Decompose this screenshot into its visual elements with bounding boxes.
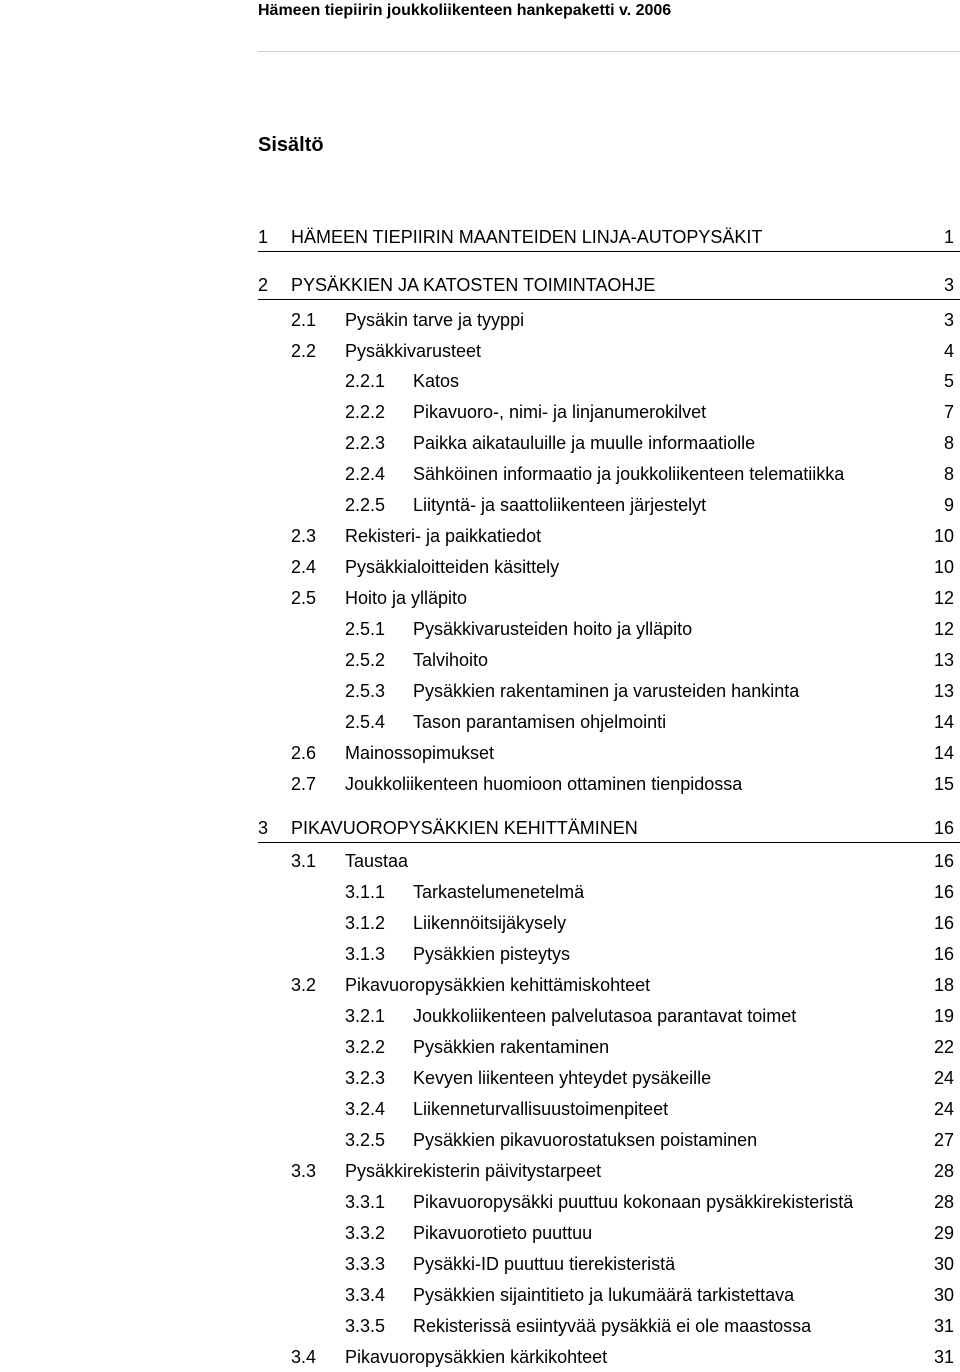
toc-entry-number: 3.3.1 [345, 1192, 386, 1212]
toc-entry-number: 3 [258, 818, 269, 838]
toc-entry-page: 5 [943, 371, 954, 391]
toc-entry[interactable] [0, 679, 960, 703]
toc-entry-page: 22 [933, 1037, 954, 1057]
toc-entry[interactable] [0, 493, 960, 517]
toc-entry-title: Liityntä- ja saattoliikenteen järjestelyt [413, 495, 707, 515]
toc-entry-title: Pikavuoropysäkki puuttuu kokonaan pysäkkirekisteristä [413, 1192, 854, 1212]
toc-entry-title: Pysäkkivarusteet [345, 341, 482, 361]
toc-entry-number: 2.2 [291, 341, 317, 361]
toc-entry[interactable] [0, 741, 960, 765]
toc-entry-title: Pysäkkien sijaintitieto ja lukumäärä tarkistettava [413, 1285, 795, 1305]
toc-entry-number: 3.2.5 [345, 1130, 386, 1150]
toc-entry-page: 16 [933, 882, 954, 902]
toc-entry-title: Rekisterissä esiintyvää pysäkkiä ei ole maastossa [413, 1316, 812, 1336]
toc-entry-page: 18 [933, 975, 954, 995]
toc-title: Sisältö [258, 134, 324, 156]
toc-entry-page: 8 [943, 433, 954, 453]
toc-entry[interactable] [0, 911, 960, 935]
toc-entry[interactable] [0, 555, 960, 579]
toc-entry-title: Taustaa [345, 851, 409, 871]
toc-entry[interactable] [0, 586, 960, 610]
toc-entry-page: 3 [943, 275, 954, 295]
toc-entry[interactable] [0, 1190, 960, 1214]
toc-entry-page: 3 [943, 310, 954, 330]
toc-entry[interactable] [0, 1221, 960, 1245]
chapter-underline [258, 251, 960, 252]
toc-entry-title: Liikennöitsijäkysely [413, 913, 567, 933]
toc-entry-number: 2.7 [291, 774, 317, 794]
toc-entry-page: 8 [943, 464, 954, 484]
toc-entry-number: 3.3.3 [345, 1254, 386, 1274]
toc-entry[interactable] [0, 225, 960, 249]
toc-entry-number: 2 [258, 275, 269, 295]
toc-entry-page: 16 [933, 944, 954, 964]
toc-entry[interactable] [0, 1097, 960, 1121]
toc-entry-page: 24 [933, 1099, 954, 1119]
toc-entry[interactable] [0, 880, 960, 904]
toc-entry-page: 4 [943, 341, 954, 361]
toc-entry-page: 31 [933, 1347, 954, 1367]
toc-entry-number: 2.5.2 [345, 650, 386, 670]
toc-entry-page: 28 [933, 1192, 954, 1212]
toc-entry-title: Sähköinen informaatio ja joukkoliikenteen telematiikka [413, 464, 845, 484]
toc-entry-title: HÄMEEN TIEPIIRIN MAANTEIDEN LINJA-AUTOPYSÄKIT [291, 227, 763, 247]
toc-entry-page: 13 [933, 650, 954, 670]
toc-entry-number: 3.1 [291, 851, 317, 871]
toc-entry-number: 2.5.3 [345, 681, 386, 701]
toc-entry-number: 3.3 [291, 1161, 317, 1181]
toc-entry-page: 9 [943, 495, 954, 515]
toc-entry-title: Mainossopimukset [345, 743, 495, 763]
toc-entry[interactable] [0, 524, 960, 548]
toc-entry-title: Katos [413, 371, 460, 391]
toc-entry-title: Kevyen liikenteen yhteydet pysäkeille [413, 1068, 712, 1088]
toc-entry-number: 2.2.3 [345, 433, 386, 453]
toc-entry-title: PYSÄKKIEN JA KATOSTEN TOIMINTAOHJE [291, 275, 656, 295]
toc-entry-number: 2.2.4 [345, 464, 386, 484]
toc-entry[interactable] [0, 772, 960, 796]
toc-entry-page: 30 [933, 1285, 954, 1305]
toc-entry-title: Joukkoliikenteen palvelutasoa parantavat toimet [413, 1006, 797, 1026]
toc-entry-number: 3.1.3 [345, 944, 386, 964]
toc-entry-page: 12 [933, 588, 954, 608]
toc-entry[interactable] [0, 710, 960, 734]
toc-entry-title: Rekisteri- ja paikkatiedot [345, 526, 542, 546]
toc-entry-page: 31 [933, 1316, 954, 1336]
toc-entry-page: 13 [933, 681, 954, 701]
toc-entry-title: Pysäkin tarve ja tyyppi [345, 310, 525, 330]
toc-entry-page: 1 [943, 227, 954, 247]
toc-entry-number: 2.5.1 [345, 619, 386, 639]
toc-entry-page: 10 [933, 557, 954, 577]
toc-entry-title: Hoito ja ylläpito [345, 588, 468, 608]
toc-entry-title: Tason parantamisen ohjelmointi [413, 712, 667, 732]
toc-entry-number: 2.2.1 [345, 371, 386, 391]
toc-entry[interactable] [0, 1283, 960, 1307]
toc-entry-number: 3.2.3 [345, 1068, 386, 1088]
toc-entry[interactable] [0, 308, 960, 332]
toc-entry-title: Pysäkki-ID puuttuu tierekisteristä [413, 1254, 676, 1274]
toc-entry-page: 19 [933, 1006, 954, 1026]
toc-entry[interactable] [0, 1252, 960, 1276]
toc-entry[interactable] [0, 462, 960, 486]
toc-entry-number: 3.2.1 [345, 1006, 386, 1026]
toc-entry-page: 14 [933, 712, 954, 732]
chapter-underline [258, 842, 960, 843]
toc-entry-page: 24 [933, 1068, 954, 1088]
toc-entry-title: Pysäkkien pikavuorostatuksen poistaminen [413, 1130, 758, 1150]
toc-entry[interactable] [0, 617, 960, 641]
toc-entry-title: Pysäkkien rakentaminen [413, 1037, 610, 1057]
toc-entry[interactable] [0, 1159, 960, 1183]
toc-entry-title: Pikavuoropysäkkien kehittämiskohteet [345, 975, 651, 995]
toc-entry-number: 3.3.2 [345, 1223, 386, 1243]
toc-entry-number: 3.1.2 [345, 913, 386, 933]
toc-entry-number: 3.2.2 [345, 1037, 386, 1057]
toc-entry[interactable] [0, 942, 960, 966]
toc-entry-number: 2.2.5 [345, 495, 386, 515]
toc-entry-number: 3.2.4 [345, 1099, 386, 1119]
toc-entry-title: Pikavuoro-, nimi- ja linjanumerokilvet [413, 402, 707, 422]
toc-entry-page: 27 [933, 1130, 954, 1150]
toc-entry-title: Liikenneturvallisuustoimenpiteet [413, 1099, 669, 1119]
toc-entry-page: 16 [933, 818, 954, 838]
toc-entry-number: 1 [258, 227, 269, 247]
toc-entry-title: Pysäkkialoitteiden käsittely [345, 557, 560, 577]
toc-entry-title: Joukkoliikenteen huomioon ottaminen tienpidossa [345, 774, 743, 794]
toc-entry-page: 30 [933, 1254, 954, 1274]
toc-entry[interactable] [0, 431, 960, 455]
toc-entry-page: 7 [943, 402, 954, 422]
toc-entry-page: 12 [933, 619, 954, 639]
toc-entry-number: 3.2 [291, 975, 317, 995]
toc-entry-title: Pikavuorotieto puuttuu [413, 1223, 593, 1243]
toc-entry[interactable] [0, 1128, 960, 1152]
toc-entry[interactable] [0, 339, 960, 363]
toc-entry-number: 2.2.2 [345, 402, 386, 422]
toc-entry[interactable] [0, 816, 960, 840]
toc-entry-number: 2.6 [291, 743, 317, 763]
toc-entry-page: 16 [933, 851, 954, 871]
toc-entry-title: Tarkastelumenetelmä [413, 882, 585, 902]
toc-entry-number: 2.1 [291, 310, 317, 330]
toc-entry[interactable] [0, 1004, 960, 1028]
toc-entry-title: Pysäkkien pisteytys [413, 944, 571, 964]
toc-entry-page: 10 [933, 526, 954, 546]
toc-entry[interactable] [0, 273, 960, 297]
toc-entry-number: 3.3.5 [345, 1316, 386, 1336]
toc-entry-title: Pysäkkirekisterin päivitystarpeet [345, 1161, 602, 1181]
toc-entry[interactable] [0, 400, 960, 424]
toc-entry-page: 29 [933, 1223, 954, 1243]
toc-entry-page: 14 [933, 743, 954, 763]
chapter-underline [258, 299, 960, 300]
toc-entry[interactable] [0, 648, 960, 672]
toc-entry-title: Paikka aikatauluille ja muulle informaatiolle [413, 433, 756, 453]
toc-entry-number: 2.5 [291, 588, 317, 608]
toc-entry-page: 16 [933, 913, 954, 933]
toc-entry-number: 2.5.4 [345, 712, 386, 732]
toc-entry-number: 3.4 [291, 1347, 317, 1367]
toc-entry-number: 3.1.1 [345, 882, 386, 902]
toc-entry-title: PIKAVUOROPYSÄKKIEN KEHITTÄMINEN [291, 818, 638, 838]
toc-entry-page: 15 [933, 774, 954, 794]
toc-entry[interactable] [0, 369, 960, 393]
toc-entry[interactable] [0, 973, 960, 997]
toc-entry[interactable] [0, 849, 960, 873]
toc-entry-title: Talvihoito [413, 650, 489, 670]
toc-entry-number: 3.3.4 [345, 1285, 386, 1305]
toc-entry[interactable] [0, 1035, 960, 1059]
toc-entry-page: 28 [933, 1161, 954, 1181]
toc-entry-number: 2.3 [291, 526, 317, 546]
toc-entry-title: Pysäkkivarusteiden hoito ja ylläpito [413, 619, 693, 639]
toc-entry[interactable] [0, 1345, 960, 1369]
toc-entry[interactable] [0, 1066, 960, 1090]
toc-entry-title: Pysäkkien rakentaminen ja varusteiden hankinta [413, 681, 800, 701]
toc-entry[interactable] [0, 1314, 960, 1338]
document-header: Hämeen tiepiirin joukkoliikenteen hankepaketti v. 2006 [258, 2, 672, 19]
toc-entry-title: Pikavuoropysäkkien kärkikohteet [345, 1347, 608, 1367]
toc-entry-number: 2.4 [291, 557, 317, 577]
